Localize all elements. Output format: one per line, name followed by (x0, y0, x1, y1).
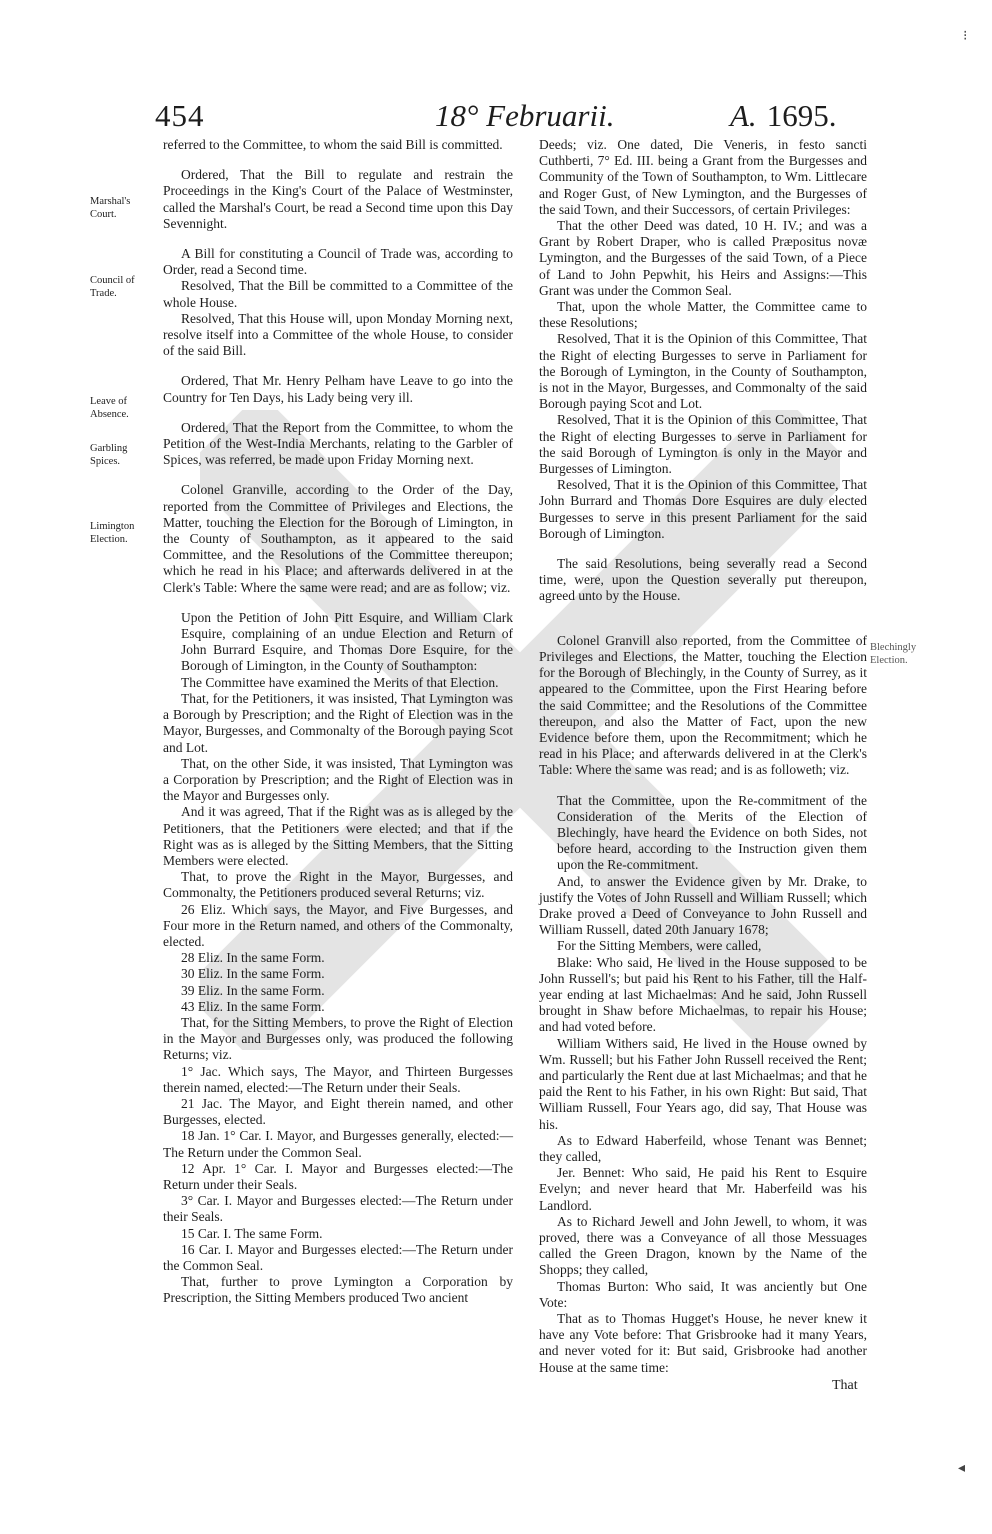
paragraph: Resolved, That this House will, upon Monday Morning next, resolve itself into a Committee of the whole House, to consider of the said Bill. (163, 310, 513, 359)
paragraph: And, to answer the Evidence given by Mr. Drake, to justify the Votes of John Russell and William Russell; which Drake proved a Deed of Conveyance to John Russell and William Russell, dated 20th January 1678; (539, 873, 867, 938)
corner-mark: ◂ (958, 1461, 966, 1476)
paragraph: Resolved, That it is the Opinion of this Committee, That the Right of electing Burgesses to serve in Parliament for the said Borough of Lymington is only in the Mayor and Burgesses of Limington. (539, 412, 867, 477)
paragraph: 26 Eliz. Which says, the Mayor, and Five Burgesses, and Four more in the Return named, and others of the Commonalty, elected. (163, 901, 513, 949)
paragraph: That, for the Petitioners, it was insisted, That Lymington was a Borough by Prescription; and the Right of Election was in the Mayor, Burgesses, and Commonalty of the Borough paying Scot and Lot. (163, 690, 513, 755)
paragraph: Colonel Granvill also reported, from the Committee of Privileges and Elections, the Matter, touching the Election for the Borough of Blechingly, in the County of Surrey, as it appeared to the Committee, upon the First Hearing before the said Committee; and the Resolutions of the Committee thereupon, and also the Matter of Fact, upon the new Evidence before them, upon the Recommitment; which he read in his Place; and afterwards delivered in at the Clerk's Table: Where the same was read; and is as followeth; viz. (539, 632, 867, 778)
margin-note-leave-of-absence: Leave of Absence. (90, 396, 129, 420)
paragraph: That, to prove the Right in the Mayor, Burgesses, and Commonalty, the Petitioners produced several Returns; viz. (163, 869, 513, 901)
paragraph: Resolved, That it is the Opinion of this Committee, That John Burrard and Thomas Dore Esquires are duly elected Burgesses to serve in this present Parliament for the said Borough of Limington. (539, 477, 867, 541)
paragraph: 21 Jac. The Mayor, and Eight therein named, and other Burgesses, elected. (163, 1095, 513, 1128)
paragraph: For the Sitting Members, were called, (557, 938, 762, 954)
paragraph: That the Committee, upon the Re-commitment of the Consideration of the Merits of the Election of Blechingly, have heard the Evidence on both Sides, not before heard, according to the Instruction given them upon the Re-commitment. (557, 792, 867, 873)
paragraph: That the other Deed was dated, 10 H. IV.; and was a Grant by Robert Draper, who is called Præpositus novæ Lymington, and the Burgesses of the said Town, of a Piece of Land to John Pepwhit, his Heirs and Assigns:—This Grant was under the Common Seal. (539, 218, 867, 298)
paragraph: 43 Eliz. In the same Form. (181, 998, 325, 1014)
paragraph: A Bill for constituting a Council of Trade was, according to Order, read a Second time. (163, 246, 513, 278)
margin-note-blechingly-election: Blechingly Election. (870, 642, 917, 666)
paragraph: 12 Apr. 1° Car. I. Mayor and Burgesses elected:—The Return under their Seals. (163, 1160, 513, 1192)
paragraph: That, upon the whole Matter, the Committee came to these Resolutions; (539, 299, 867, 331)
paragraph: 30 Eliz. In the same Form. (181, 966, 325, 982)
margin-note-council-of-trade: Council of Trade. (90, 275, 135, 299)
paragraph: Upon the Petition of John Pitt Esquire, and William Clark Esquire, complaining of an undue Election and Return of John Burrard Esquire, and Thomas Dore Esquire, for the Borough of Limington, in the County of Southampton: (181, 609, 513, 674)
year-value: 1695. (766, 98, 837, 133)
paragraph: 18 Jan. 1° Car. I. Mayor, and Burgesses generally, elected:—The Return under the Common Seal. (163, 1128, 513, 1160)
page-year (730, 98, 836, 134)
paragraph: Ordered, That the Bill to regulate and restrain the Proceedings in the King's Court of the Palace of Westminster, called the Marshal's Court, be read a Second time upon this Day Sevennight. (163, 167, 513, 231)
paragraph: 3° Car. I. Mayor and Burgesses elected:—The Return under their Seals. (163, 1193, 513, 1225)
paragraph: The said Resolutions, being severally read a Second time, were, upon the Question severally put thereupon, agreed unto by the House. (539, 556, 867, 604)
paragraph: referred to the Committee, to whom the said Bill is committed. (163, 137, 503, 152)
paragraph: Blake: Who said, He lived in the House supposed to be John Russell's; but paid his Rent to his Father, till the Half-year ending at last Michaelmas: And he said, John Russell brought in Shaw before Michaelmas, to repair his House; and had voted before. (539, 954, 867, 1035)
paragraph: As to Richard Jewell and John Jewell, to whom, it was proved, there was a Conveyance of all those Messuages called the Green Dragon, known by the Name of the Shopps; they called, (539, 1213, 867, 1278)
paragraph: The Committee have examined the Merits of that Election. (181, 674, 499, 690)
left-column (163, 137, 513, 1307)
paragraph: That, for the Sitting Members, to prove the Right of Election in the Mayor and Burgesses only, was produced the following Returns; viz. (163, 1014, 513, 1063)
corner-mark: ⁝ (963, 29, 968, 44)
paragraph: 1° Jac. Which says, The Mayor, and Thirteen Burgesses therein named, elected:—The Return under their Seals. (163, 1063, 513, 1095)
paragraph: 16 Car. I. Mayor and Burgesses elected:—The Return under the Common Seal. (163, 1241, 513, 1273)
paragraph: Resolved, That it is the Opinion of this Committee, That the Right of electing Burgesses to serve in Parliament for the Borough of Lymington, in the County of Southampton, is not in the Mayor, Burgesses, and Commonalty of the said Borough paying Scot and Lot. (539, 331, 867, 412)
paragraph: Ordered, That Mr. Henry Pelham have Leave to go into the Country for Ten Days, his Lady being very ill. (163, 373, 513, 405)
margin-note-garbling-spices: Garbling Spices. (90, 443, 128, 467)
margin-note-marshals-court: Marshal's Court. (90, 196, 131, 220)
paragraph: Deeds; viz. One dated, Die Veneris, in festo sancti Cuthberti, 7° Ed. III. being a Grant from the Burgesses and Community of the Town of Southampton, to Wm. Littlecare and Roger Gust, of New Lymington, and the Burgesses of the said Town, and their Successors, of certain Privileges: (539, 137, 867, 217)
paragraph: That, further to prove Lymington a Corporation by Prescription, the Sitting Members produced Two ancient (163, 1274, 513, 1306)
paragraph: Colonel Granville, according to the Order of the Day, reported from the Committee of Privileges and Elections, the Matter, touching the Election for the Borough of Limington, in the County of Southampton, as it appeared to the said Committee, and the Resolutions of the Committee thereupon; which he read in his Place; and afterwards delivered in at the Clerk's Table: Where the same were read; and are as follow; viz. (163, 482, 513, 595)
right-column (539, 137, 867, 1376)
year-prefix: A. (730, 98, 757, 133)
paragraph: Jer. Bennet: Who said, He paid his Rent to Esquire Evelyn; and never heard that Mr. Haberfeild was his Landlord. (539, 1165, 867, 1213)
paragraph: That, on the other Side, it was insisted, That Lymington was a Corporation by Prescription; and the Right of Election was in the Mayor and Burgesses only. (163, 755, 513, 804)
paragraph: Ordered, That the Report from the Committee, to whom the Petition of the West-India Merchants, relating to the Garbler of Spices, was referred, be made upon Friday Morning next. (163, 419, 513, 468)
paragraph: That as to Thomas Hugget's House, he never knew it have any Vote before: That Grisbrooke had it many Years, and never voted for it: But said, Grisbrooke had another House at the same time: (539, 1311, 867, 1375)
paragraph: Thomas Burton: Who said, It was anciently but One Vote: (539, 1278, 867, 1310)
page-number: 454 (155, 98, 205, 133)
paragraph: 39 Eliz. In the same Form. (181, 982, 325, 998)
margin-note-limington-election: Limington Election. (90, 521, 135, 545)
paragraph: As to Edward Haberfeild, whose Tenant was Bennet; they called, (539, 1132, 867, 1164)
paragraph: William Withers said, He lived in the House owned by Wm. Russell; but his Father John Russell received the Rent; and particularly the Rent due at last Michaelmas; and that he paid the Rent to his Father, in his own Right: But said, That William Russell, Four Years ago, did say, That House was his. (539, 1035, 867, 1132)
paragraph: 15 Car. I. The same Form. (181, 1225, 323, 1241)
catchword: That (832, 1378, 858, 1393)
page-header (150, 98, 890, 140)
paragraph: And it was agreed, That if the Right was as is alleged by the Petitioners, that the Petitioners were elected; and that if the Right was as is alleged by the Sitting Members, that the Sitting Members were elected. (163, 804, 513, 868)
paragraph: Resolved, That the Bill be committed to a Committee of the whole House. (163, 278, 513, 310)
paragraph: 28 Eliz. In the same Form. (181, 950, 325, 966)
page-date: 18° Februarii. (435, 98, 615, 133)
